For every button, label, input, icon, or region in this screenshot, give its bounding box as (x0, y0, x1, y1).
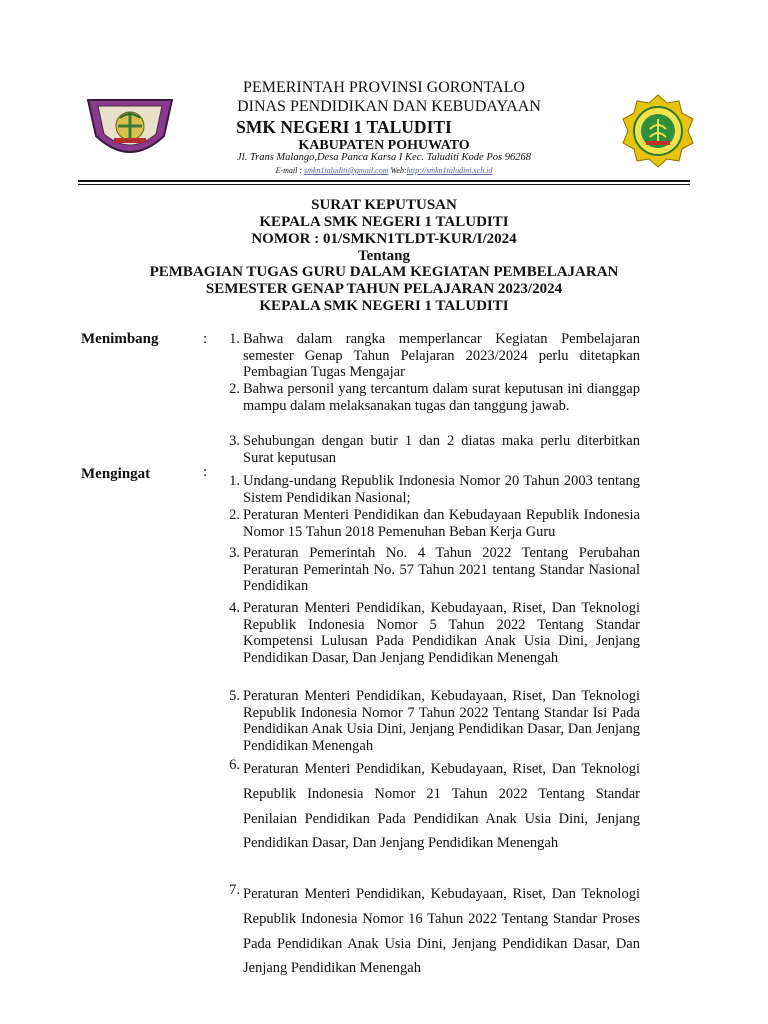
item-text: Peraturan Menteri Pendidikan, Kebudayaan, Riset, Dan Teknologi Republik Indonesia Nomor 7 Tahun 2022 Tentang Standar Isi Pada Pendidikan Anak Usia Dini, Jenjang Pendidikan Dasar, Dan Jenjang Pendidikan Menengah (243, 688, 640, 754)
email-link[interactable]: smkn1taluditi@gmail.com (304, 166, 389, 175)
item-number: 6. (229, 757, 240, 773)
item-text: Undang-undang Republik Indonesia Nomor 20 Tahun 2003 tentang Sistem Pendidikan Nasional; (243, 473, 640, 506)
letterhead-divider-thick (78, 180, 690, 182)
item-text: Sehubungan dengan butir 1 dan 2 diatas maka perlu diterbitkan Surat keputusan (243, 433, 640, 466)
decree-subject-line3: KEPALA SMK NEGERI 1 TALUDITI (259, 298, 509, 314)
item-text: Peraturan Menteri Pendidikan, Kebudayaan, Riset, Dan Teknologi Republik Indonesia Nomor 16 Tahun 2022 Tentang Standar Proses Pada Pendidikan Anak Usia Dini, Jenjang Pendidikan Dasar, Dan Jenjang Pendidikan Menengah (243, 886, 640, 977)
letterhead-divider-thin (78, 184, 690, 185)
mengingat-item (220, 882, 640, 981)
item-number: 2. (229, 507, 240, 523)
mengingat-colon: : (203, 464, 208, 480)
mengingat-item (220, 507, 640, 540)
letterhead-regency: KABUPATEN POHUWATO (298, 138, 470, 153)
decree-subject-line1: PEMBAGIAN TUGAS GURU DALAM KEGIATAN PEMBELAJARAN (149, 264, 619, 280)
mengingat-item (220, 545, 640, 595)
item-number: 5. (229, 688, 240, 704)
email-label: E-mail : (275, 166, 305, 175)
menimbang-colon: : (203, 331, 208, 347)
menimbang-item (220, 433, 640, 466)
item-number: 7. (229, 882, 240, 898)
item-text: Bahwa personil yang tercantum dalam surat keputusan ini dianggap mampu dalam melaksanakan tugas dan tanggung jawab. (243, 381, 640, 414)
letterhead-address: Jl. Trans Malango,Desa Panca Karsa I Kec. Taluditi Kode Pos 96268 (237, 152, 531, 163)
item-text: Peraturan Menteri Pendidikan, Kebudayaan, Riset, Dan Teknologi Republik Indonesia Nomor 5 Tahun 2022 Tentang Standar Kompetensi Lulusan Pada Pendidikan Anak Usia Dini, Jenjang Pendidikan Dasar, Dan Jenjang Pendidikan Menengah (243, 600, 640, 666)
mengingat-item (220, 688, 640, 754)
decree-subject-line2: SEMESTER GENAP TAHUN PELAJARAN 2023/2024 (205, 281, 563, 297)
item-number: 1. (229, 473, 240, 489)
letterhead-contact (140, 166, 628, 175)
menimbang-item (220, 331, 640, 381)
web-link[interactable]: http://smkn1taludini.sch.id (406, 166, 493, 175)
mengingat-item (220, 600, 640, 666)
mengingat-label: Mengingat (81, 466, 151, 482)
item-text: Peraturan Menteri Pendidikan dan Kebudayaan Republik Indonesia Nomor 15 Tahun 2018 Pemenuhan Beban Kerja Guru (243, 507, 640, 540)
item-number: 1. (229, 331, 240, 347)
web-label: Web: (388, 166, 407, 175)
decree-about: Tentang (358, 248, 410, 264)
item-text: Peraturan Pemerintah No. 4 Tahun 2022 Tentang Perubahan Peraturan Pemerintah No. 57 Tahun 2021 tentang Standar Nasional Pendidikan (243, 545, 640, 595)
letterhead-department: DINAS PENDIDIKAN DAN KEBUDAYAAN (237, 98, 541, 115)
mengingat-item (220, 757, 640, 856)
item-text: Peraturan Menteri Pendidikan, Kebudayaan, Riset, Dan Teknologi Republik Indonesia Nomor 21 Tahun 2022 Tentang Standar Penilaian Pendidikan Pada Pendidikan Anak Usia Dini, Jenjang Pendidikan Dasar, Dan Jenjang Pendidikan Menengah (243, 761, 640, 852)
school-emblem-icon (620, 93, 696, 169)
menimbang-label: Menimbang (81, 331, 159, 347)
item-number: 3. (229, 433, 240, 449)
item-number: 2. (229, 381, 240, 397)
decree-type: SURAT KEPUTUSAN (311, 197, 457, 213)
mengingat-item (220, 473, 640, 506)
menimbang-item (220, 381, 640, 414)
letterhead-school-name: SMK NEGERI 1 TALUDITI (236, 117, 452, 137)
decree-issuer: KEPALA SMK NEGERI 1 TALUDITI (259, 214, 509, 230)
item-number: 4. (229, 600, 240, 616)
letterhead-government: PEMERINTAH PROVINSI GORONTALO (243, 79, 525, 96)
decree-number: NOMOR : 01/SMKN1TLDT-KUR/I/2024 (251, 231, 517, 247)
item-text: Bahwa dalam rangka memperlancar Kegiatan Pembelajaran semester Genap Tahun Pelajaran 2023/2024 perlu ditetapkan Pembagian Tugas Mengajar (243, 331, 640, 381)
item-number: 3. (229, 545, 240, 561)
